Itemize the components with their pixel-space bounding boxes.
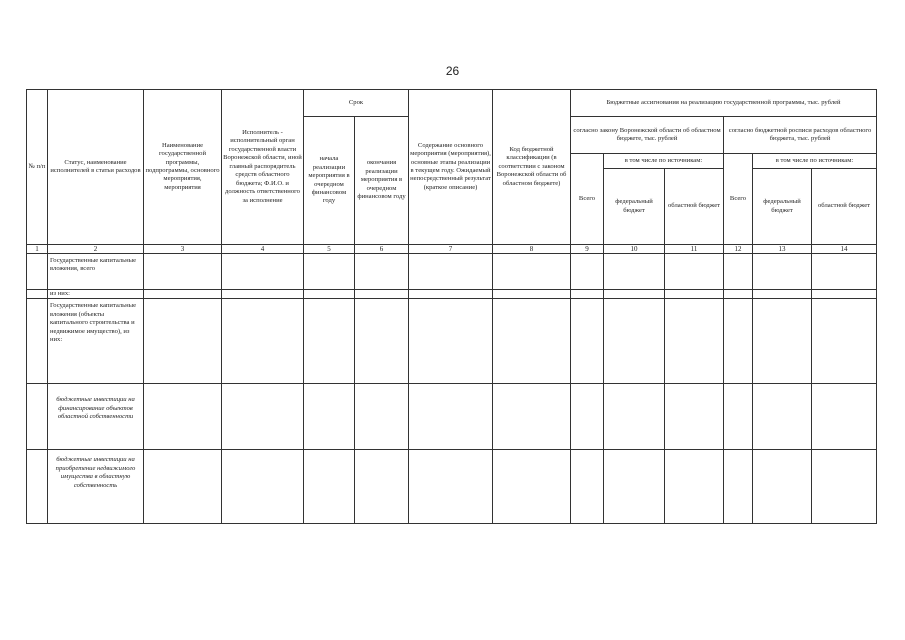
header-sources-roster: в том числе по источникам: — [753, 154, 877, 169]
col-number: 2 — [48, 245, 144, 254]
header-federal-law: федеральный бюджет — [604, 169, 665, 245]
header-sources-law: в том числе по источникам: — [604, 154, 724, 169]
col-number: 11 — [665, 245, 724, 254]
table-row — [27, 450, 877, 524]
table-row — [27, 290, 877, 299]
row-label: бюджетные инвестиции на финансирование объектов областной собственности — [48, 384, 144, 450]
col-number: 8 — [493, 245, 571, 254]
col-number: 12 — [724, 245, 753, 254]
header-regional-roster: областной бюджет — [812, 169, 877, 245]
header-total-roster: Всего — [724, 154, 753, 245]
header-start: начала реализации мероприятия в очередном финансовом году — [304, 117, 355, 245]
header-budget-code: Код бюджетной классификации (в соответствии с законом Воронежской области об областном бюджете) — [493, 90, 571, 245]
header-content: Содержание основного мероприятия (мероприятия), основные этапы реализации в текущем году. Ожидаемый непосредственный результат (краткое описание) — [409, 90, 493, 245]
header-federal-roster: федеральный бюджет — [753, 169, 812, 245]
header-end: окончания реализации мероприятия в очередном финансовом году — [355, 117, 409, 245]
row-label: Государственные капитальные вложения (объекты капитального строительства и недвижимое имущество), из них: — [48, 299, 144, 384]
col-number: 4 — [222, 245, 304, 254]
header-total-law: Всего — [571, 154, 604, 245]
header-by-law: согласно закону Воронежской области об областном бюджете, тыс. рублей — [571, 117, 724, 154]
budget-table — [26, 89, 877, 524]
row-label: из них: — [48, 290, 144, 299]
col-number: 1 — [27, 245, 48, 254]
header-period: Срок — [304, 90, 409, 117]
header-regional-law: областной бюджет — [665, 169, 724, 245]
row-label: Государственные капитальные вложения, всего — [48, 254, 144, 290]
header-by-roster: согласно бюджетной росписи расходов областного бюджета, тыс. рублей — [724, 117, 877, 154]
row-label: бюджетные инвестиции на приобретение недвижимого имущества в областную собственность — [48, 450, 144, 524]
table-row — [27, 299, 877, 384]
col-number: 7 — [409, 245, 493, 254]
header-num: № п/п — [27, 90, 48, 245]
col-number: 5 — [304, 245, 355, 254]
col-number: 14 — [812, 245, 877, 254]
col-number: 3 — [144, 245, 222, 254]
header-program-name: Наименование государственной программы, подпрограммы, основного мероприятия, мероприятия — [144, 90, 222, 245]
header-status: Статус, наименование исполнителей в статьи расходов — [48, 90, 144, 245]
table-row — [27, 384, 877, 450]
table-row — [27, 254, 877, 290]
col-number: 6 — [355, 245, 409, 254]
header-executor: Исполнитель - исполнительный орган государственной власти Воронежской области, иной главный распорядитель средств областного бюджета; Ф.И.О. и должность ответственного за исполнение — [222, 90, 304, 245]
header-budget-allocations: Бюджетные ассигнования на реализацию государственной программы, тыс. рублей — [571, 90, 877, 117]
page-number: 26 — [445, 64, 460, 78]
col-number: 9 — [571, 245, 604, 254]
col-number: 13 — [753, 245, 812, 254]
col-number: 10 — [604, 245, 665, 254]
